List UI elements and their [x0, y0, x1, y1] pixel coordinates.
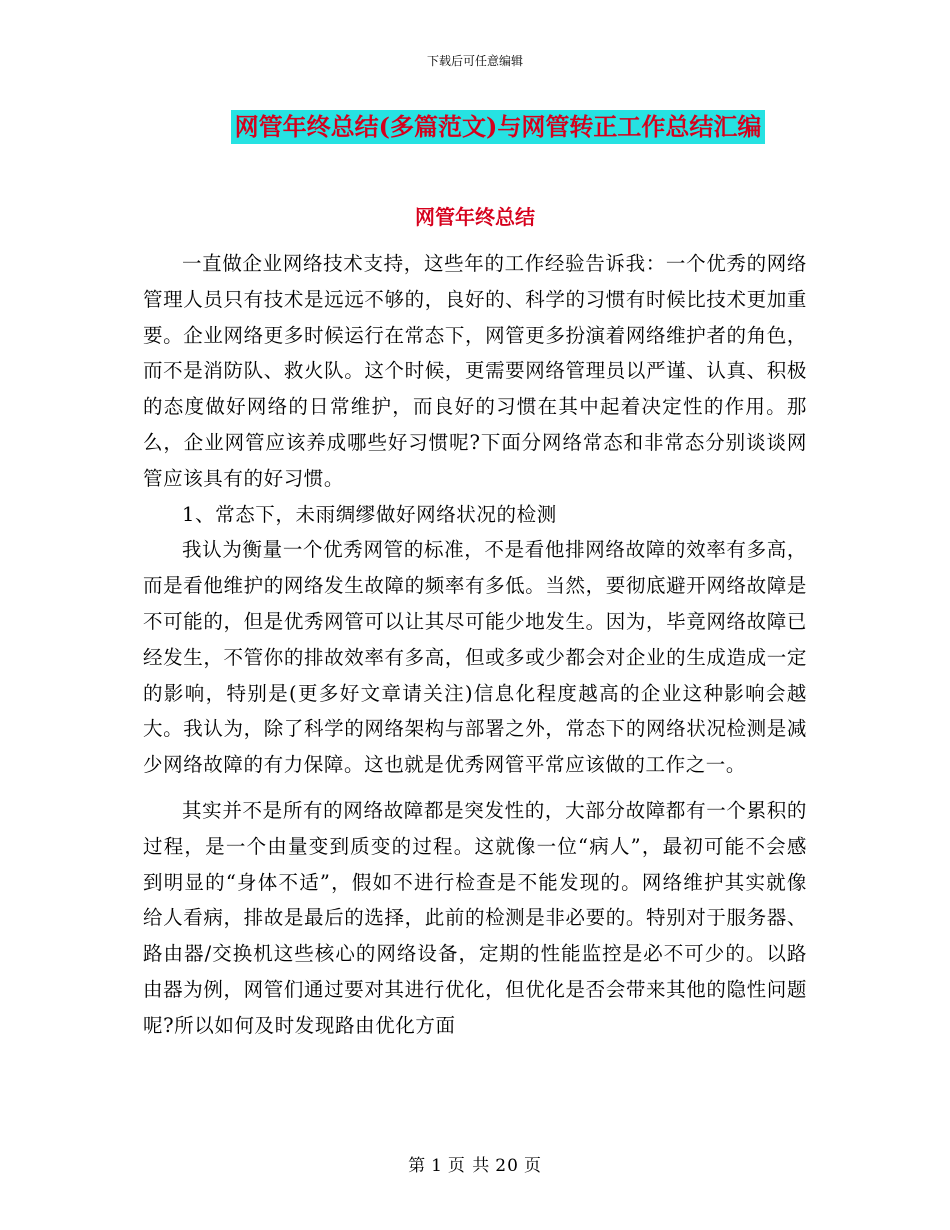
paragraph: 其实并不是所有的网络故障都是突发性的，大部分故障都有一个累积的过程，是一个由量变到质变的过程。这就像一位“病人”，最初可能不会感到明显的“身体不适”，假如不进行检查是不能发现的。网络维护其实就像给人看病，排故是最后的选择，此前的检测是非必要的。特别对于服务器、路由器/交换机这些核心的网络设备，定期的性能监控是必不可少的。以路由器为例，网管们通过要对其进行优化，但优化是否会带来其他的隐性问题呢?所以如何及时发现路由优化方面 [143, 798, 807, 1037]
total-pages: 20 [495, 1156, 519, 1176]
footer-prefix: 第 [408, 1156, 427, 1176]
page-number: 1 [431, 1156, 443, 1176]
footer-suffix: 页 [523, 1156, 542, 1176]
main-title: 网管年终总结(多篇范文)与网管转正工作总结汇编 [231, 110, 766, 144]
paragraph: 我认为衡量一个优秀网管的标准，不是看他排网络故障的效率有多高，而是看他维护的网络发生故障的频率有多低。当然，要彻底避开网络故障是不可能的，但是优秀网管可以让其尽可能少地发生。因为，毕竟网络故障已经发生，不管你的排故效率有多高，但或多或少都会对企业的生成造成一定的影响，特别是(更多好文章请关注)信息化程度越高的企业这种影响会越大。我认为，除了科学的网络架构与部署之外，常态下的网络状况检测是减少网络故障的有力保障。这也就是优秀网管平常应该做的工作之一。 [143, 538, 807, 777]
main-title-container [0, 110, 950, 144]
page-footer [0, 1154, 950, 1178]
subheading: 1、常态下，未雨绸缪做好网络状况的检测 [182, 502, 557, 526]
footer-mid: 页 共 [447, 1156, 491, 1176]
header-note: 下载后可任意编辑 [426, 54, 523, 68]
section-title: 网管年终总结 [415, 205, 535, 229]
paragraph: 一直做企业网络技术支持，这些年的工作经验告诉我：一个优秀的网络管理人员只有技术是远远不够的，良好的、科学的习惯有时候比技术更加重要。企业网络更多时候运行在常态下，网管更多扮演着网络维护者的角色，而不是消防队、救火队。这个时候，更需要网络管理员以严谨、认真、积极的态度做好网络的日常维护，而良好的习惯在其中起着决定性的作用。那么，企业网管应该养成哪些好习惯呢?下面分网络常态和非常态分别谈谈网管应该具有的好习惯。 [143, 252, 807, 490]
body-text [143, 246, 807, 1044]
